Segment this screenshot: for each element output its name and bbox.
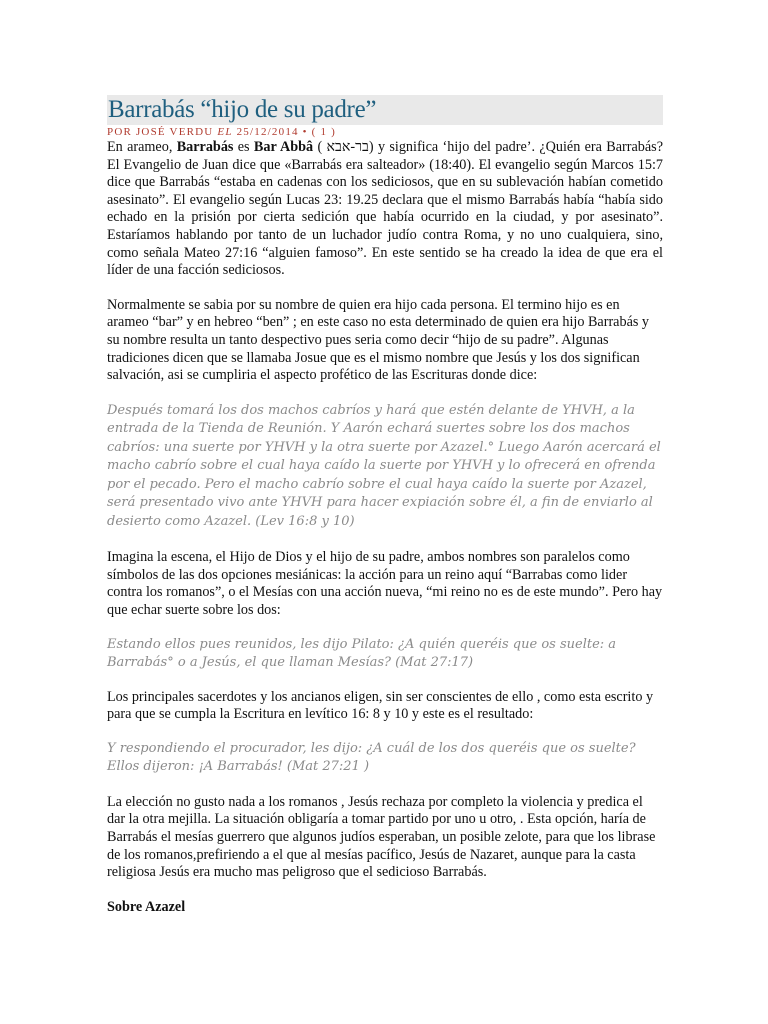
quote-mat-27-21: Y respondiendo el procurador, les dijo: ¿A cuál de los dos queréis que os suelte? Ellos dijeron: ¡A Barrabás! (Mat 27:21 ) bbox=[107, 740, 636, 775]
article bbox=[107, 95, 663, 916]
intro-text-3: ( בר-אבא) y significa ‘hijo del padre’. ¿Quién era Barrabás? El Evangelio de Juan dice que «Barrabás era salteador» (18:40). El evangelio según Marcos 15:7 dice que Barrabás “estaba en cadenas con los sediciosos, que en su sublevación habían cometido asesinato”. El evangelio según Lucas 23: 19.25 declara que el mismo Barrabás había “había sido echado en la prisión por cierta sedición que había ocurrido en la ciudad, y por asesinato”. Estaríamos hablando por tanto de un luchador judío contra Roma, y no uno cualquiera, sino, como señala Mateo 27:16 “alguien famoso”. En este sentido se ha creado la idea de que era el líder de una facción sediciosos. bbox=[107, 139, 663, 279]
quote-leviticus: Después tomará los dos machos cabríos y hará que estén delante de YHVH, a la entrada de la Tienda de Reunión. Y Aarón echará suertes sobre los dos machos cabríos: una suerte por YHVH y la otra suerte por Azazel.° Luego Aarón acercará el macho cabrío sobre el cual haya caído la suerte por YHVH y lo ofrecerá en ofrenda por el pecado. Pero el macho cabrío sobre el cual haya caído la suerte por Azazel, será presentado vivo ante YHVH para hacer expiación sobre él, a fin de enviarlo al desierto como Azazel. (Lev 16:8 y 10) bbox=[107, 402, 661, 529]
paragraph-5: La elección no gusto nada a los romanos , Jesús rechaza por completo la violencia y predica el dar la otra mejilla. La situación obligaría a tomar partido por uno u otro, . Esta opción, haría de Barrabás el mesías guerrero que algunos judíos esperaban, un posible zelote, para que los librase de los romanos,prefiriendo a el que al mesías pacífico, Jesús de Nazaret, aunque para la casta religiosa Jesús era mucho mas peligroso que el sedicioso Barrabás. bbox=[107, 793, 656, 881]
byline-date-comments[interactable]: 25/12/2014 • ( 1 ) bbox=[232, 126, 336, 138]
intro-bold-bar-abba: Bar Abbâ bbox=[253, 139, 314, 155]
paragraph-4: Los principales sacerdotes y los ancianos eligen, sin ser conscientes de ello , como esta escrito y para que se cumpla la Escritura en levítico 16: 8 y 10 y este es el resultado: bbox=[107, 688, 654, 723]
byline-el: EL bbox=[217, 126, 233, 138]
section-heading-azazel: Sobre Azazel bbox=[107, 898, 186, 915]
intro-text-2: es bbox=[233, 139, 254, 155]
intro-bold-barrabas: Barrabás bbox=[176, 139, 234, 155]
quote-mat-27-17: Estando ellos pues reunidos, les dijo Pilato: ¿A quién queréis que os suelte: a Barrabás° o a Jesús, el que llaman Mesías? (Mat 27:17) bbox=[107, 636, 617, 671]
intro-paragraph bbox=[107, 139, 663, 280]
intro-text-1: En arameo, bbox=[107, 139, 177, 155]
title-bar bbox=[107, 95, 663, 125]
paragraph-2: Normalmente se sabia por su nombre de quien era hijo cada persona. El termino hijo es en arameo “bar” y en hebreo “ben” ; en este caso no esta determinado de quien era hijo Barrabás y su nombre resulta un tanto despectivo pues seria como decir “hijo de su padre”. Algunas tradiciones dicen que se llamaba Josue que es el mismo nombre que Jesús y los dos significan salvación, asi se cumpliria el aspecto profético de las Escrituras donde dice: bbox=[107, 296, 650, 384]
paragraph-3: Imagina la escena, el Hijo de Dios y el hijo de su padre, ambos nombres son paralelos como símbolos de las dos opciones mesiánicas: la acción para un reino aquí “Barrabas como lider contra los romanos”, o el Mesías con una acción nueva, “mi reino no es de este mundo”. Pero hay que echar suerte sobre los dos: bbox=[107, 549, 663, 618]
byline-author[interactable]: POR JOSÉ VERDU bbox=[107, 126, 218, 138]
byline bbox=[107, 125, 663, 139]
article-title: Barrabás “hijo de su padre” bbox=[108, 96, 377, 123]
